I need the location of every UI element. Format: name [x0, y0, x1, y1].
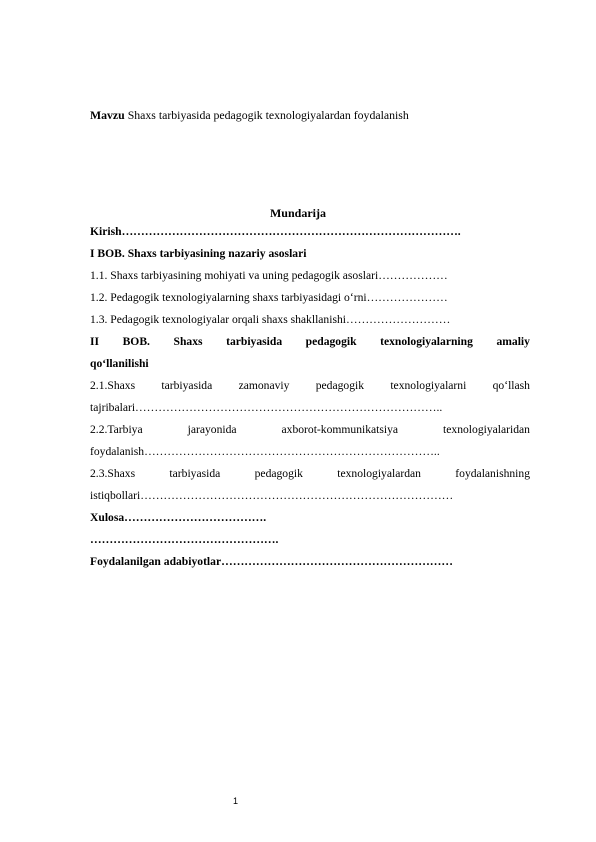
word: texnologiyalaridan — [443, 423, 530, 436]
word: tarbiyasida — [169, 467, 221, 480]
toc-section-2-1-cont: tajribalari…………………………………………………………………….. — [90, 401, 443, 414]
word: zamonaviy — [238, 379, 290, 392]
word: amaliy — [496, 335, 530, 348]
toc-section-2-3-cont: istiqbollari……………………………………………………………………… — [90, 489, 454, 502]
word: axborot-kommunikatsiya — [281, 423, 399, 436]
word: pedagogik — [305, 335, 357, 348]
word: tarbiyasida — [226, 335, 283, 348]
toc-section-2-3 — [90, 467, 530, 481]
word: qo‘llash — [492, 379, 530, 392]
word: texnologiyalardan — [337, 467, 421, 480]
toc-section-2-1 — [90, 379, 530, 393]
toc-dots-line: …………………………………………. — [90, 533, 279, 546]
word: Shaxs — [173, 335, 203, 348]
word: texnologiyalarni — [390, 379, 467, 392]
topic-line — [90, 108, 409, 123]
toc-references: Foydalanilgan adabiyotlar…………………………………………………… — [90, 555, 453, 568]
word: pedagogik — [254, 467, 303, 480]
toc-section-1-1: 1.1. Shaxs tarbiyasining mohiyati va uning pedagogik asoslari……………… — [90, 269, 448, 282]
topic-text: Shaxs tarbiyasida pedagogik texnologiyalardan foydalanish — [127, 108, 409, 122]
toc-section-2-2-cont: foydalanish………………………………………………………………….. — [90, 445, 440, 458]
word: texnologiyalarning — [380, 335, 473, 348]
toc-chapter-2-cont: qo‘llanilishi — [90, 357, 149, 370]
word: II — [90, 335, 100, 348]
contents-heading: Mundarija — [269, 206, 326, 220]
toc-chapter-1: I BOB. Shaxs tarbiyasining nazariy asoslari — [90, 247, 307, 260]
word: tarbiyasida — [161, 379, 213, 392]
toc-conclusion: Xulosa………………………………. — [90, 511, 267, 524]
page-number: 1 — [233, 796, 239, 806]
toc-chapter-2 — [90, 335, 530, 349]
toc-section-1-2: 1.2. Pedagogik texnologiyalarning shaxs tarbiyasidagi o‘rni………………… — [90, 291, 448, 304]
toc-section-1-3: 1.3. Pedagogik texnologiyalar orqali shaxs shakllanishi……………………… — [90, 313, 451, 326]
toc-intro: Kirish……………………………………………………………………………. — [90, 225, 461, 238]
word: 2.1.Shaxs — [90, 379, 136, 392]
word: jarayonida — [187, 423, 237, 436]
word: BOB. — [122, 335, 150, 348]
topic-label: Mavzu — [90, 108, 125, 122]
word: foydalanishning — [455, 467, 530, 480]
word: 2.2.Tarbiya — [90, 423, 143, 436]
toc-section-2-2 — [90, 423, 530, 437]
word: pedagogik — [315, 379, 365, 392]
word: 2.3.Shaxs — [90, 467, 136, 480]
